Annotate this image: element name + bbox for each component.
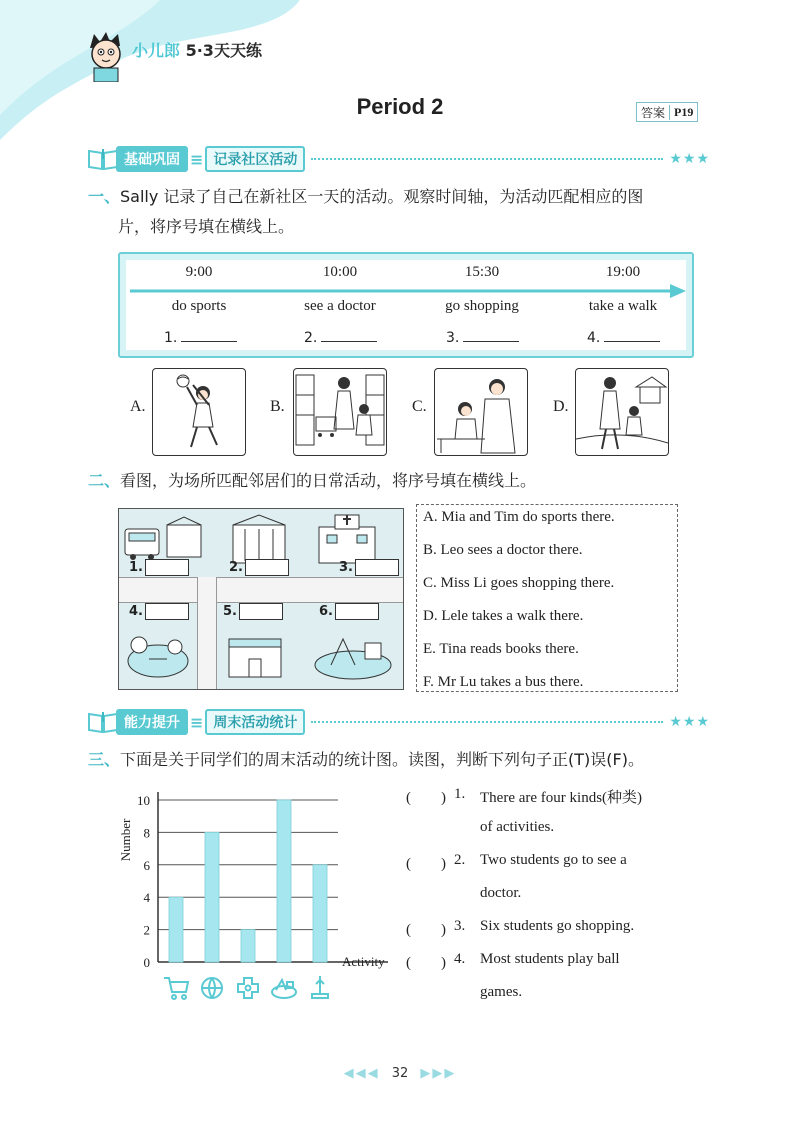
- answer-blank[interactable]: [304, 330, 377, 346]
- picture-label: C.: [412, 398, 427, 415]
- doctor-icon: [435, 369, 527, 455]
- q3-instruction: [88, 745, 768, 775]
- q2-text: 看图，为场所匹配邻居们的日常活动，将序号填在横线上。: [120, 471, 537, 490]
- blank-number: 1.: [129, 560, 143, 575]
- bar: [277, 800, 291, 962]
- statement-text: There are four kinds(种类): [480, 790, 643, 806]
- blank-number: 1.: [164, 330, 178, 346]
- blank-number: 4.: [129, 604, 143, 619]
- timeline-time: 10:00: [322, 264, 358, 280]
- timeline-activity: do sports: [171, 298, 227, 314]
- page-title: Period 2: [356, 94, 444, 119]
- supermarket-icon: [223, 625, 287, 683]
- option-item: B. Leo sees a doctor there.: [423, 542, 583, 558]
- answer-reference[interactable]: [636, 102, 698, 122]
- map-answer-blank[interactable]: [129, 603, 189, 620]
- statement-text: games.: [480, 984, 523, 1000]
- statement-text: of activities.: [480, 819, 555, 835]
- bar: [169, 897, 183, 962]
- timeline-activity: take a walk: [588, 298, 658, 314]
- cart-icon: [164, 978, 188, 999]
- stars-icon: ★★★: [669, 714, 710, 730]
- blank-number: 2.: [229, 560, 243, 575]
- section-subtitle: 周末活动统计: [205, 709, 305, 735]
- y-tick-label: 2: [143, 922, 150, 938]
- brand-main: 小儿郎: [132, 41, 181, 60]
- map-answer-blank[interactable]: [319, 603, 379, 620]
- timeline-box: [118, 252, 694, 358]
- y-tick-label: 4: [143, 890, 150, 906]
- picture-label: D.: [553, 398, 569, 415]
- answer-page: P19: [669, 105, 697, 120]
- timeline-time: 19:00: [605, 264, 641, 280]
- road: [119, 577, 403, 603]
- section-tag: 能力提升: [116, 709, 188, 735]
- x-axis-label: Activity: [342, 954, 385, 969]
- statement-paren[interactable]: ( ): [406, 790, 446, 806]
- statement-paren[interactable]: ( ): [406, 856, 446, 872]
- answer-blank[interactable]: [164, 330, 237, 346]
- statement-text: Most students play ball: [480, 951, 620, 967]
- book-icon: [86, 147, 120, 171]
- statement-number: 2.: [454, 852, 466, 868]
- playground-icon: [311, 625, 395, 683]
- chevron-icon: ≡: [190, 712, 204, 732]
- activity-bar-chart: [110, 780, 400, 1010]
- q2-instruction: [88, 466, 728, 496]
- q1-line2: 片，将序号填在横线上。: [118, 217, 295, 236]
- ball-icon: [202, 978, 222, 998]
- blank-number: 3.: [339, 560, 353, 575]
- bar: [241, 930, 255, 962]
- timeline-arrow: [130, 284, 686, 298]
- option-item: D. Lele takes a walk there.: [423, 608, 584, 624]
- q2-number: 二、: [88, 471, 121, 490]
- statement-paren[interactable]: ( ): [406, 922, 446, 938]
- bar: [313, 865, 327, 962]
- dotted-divider: [311, 158, 663, 160]
- y-tick-label: 8: [143, 825, 150, 841]
- picture-label: B.: [270, 398, 285, 415]
- bar: [205, 832, 219, 962]
- book-icon: [86, 710, 120, 734]
- statement-number: 3.: [454, 918, 466, 934]
- option-item: A. Mia and Tim do sports there.: [423, 509, 615, 525]
- map-answer-blank[interactable]: [229, 559, 289, 576]
- page-number: 32: [391, 1066, 409, 1081]
- road: [197, 577, 217, 689]
- shopping-icon: [294, 369, 386, 455]
- blank-number: 4.: [587, 330, 601, 346]
- option-item: F. Mr Lu takes a bus there.: [423, 674, 584, 690]
- blank-number: 2.: [304, 330, 318, 346]
- hospital-icon: [315, 511, 387, 565]
- q1-instruction: [88, 182, 718, 242]
- answer-label: 答案: [641, 105, 666, 120]
- timeline-activity: see a doctor: [304, 298, 376, 314]
- right-arrows-icon: ▶▶▶: [420, 1066, 457, 1081]
- picture-doctor: [434, 368, 528, 456]
- y-tick-label: 6: [143, 857, 150, 873]
- statement-number: 1.: [454, 786, 466, 802]
- answer-blank[interactable]: [587, 330, 660, 346]
- picture-shopping: [293, 368, 387, 456]
- blank-number: 5.: [223, 604, 237, 619]
- bus-station-icon: [123, 515, 205, 565]
- q1-line1: Sally 记录了自己在新社区一天的活动。观察时间轴，为活动匹配相应的图: [120, 187, 644, 206]
- statement-number: 4.: [454, 951, 466, 967]
- statement-text: Six students go shopping.: [480, 918, 635, 934]
- section-tag: 基础巩固: [116, 146, 188, 172]
- walk-icon: [312, 976, 328, 998]
- q3-text: 下面是关于同学们的周末活动的统计图。读图，判断下列句子正(T)误(F)。: [120, 750, 644, 769]
- picture-walk: [575, 368, 669, 456]
- section-banner-advanced: [86, 710, 710, 734]
- map-answer-blank[interactable]: [223, 603, 283, 620]
- option-item: E. Tina reads books there.: [423, 641, 579, 657]
- park-icon: [125, 625, 191, 683]
- girl-ball-icon: [153, 369, 245, 455]
- hospital-icon: [238, 978, 258, 998]
- section-subtitle: 记录社区活动: [205, 146, 305, 172]
- mascot-icon: [84, 30, 128, 82]
- community-map: [118, 508, 404, 690]
- park-icon: [272, 980, 296, 998]
- activity-options: [416, 504, 678, 692]
- timeline-time: 9:00: [185, 264, 213, 280]
- timeline-activity: go shopping: [445, 298, 519, 314]
- statement-paren[interactable]: ( ): [406, 955, 446, 971]
- blank-number: 6.: [319, 604, 333, 619]
- statements: [406, 782, 736, 1012]
- q1-number: 一、: [88, 187, 121, 206]
- y-tick-label: 0: [143, 955, 150, 970]
- brand: [132, 38, 262, 61]
- timeline-time: 15:30: [464, 264, 500, 280]
- chevron-icon: ≡: [190, 149, 204, 169]
- page-footer: [0, 1066, 800, 1081]
- left-arrows-icon: ◀◀◀: [343, 1066, 380, 1081]
- picture-label: A.: [130, 398, 146, 415]
- option-item: C. Miss Li goes shopping there.: [423, 575, 615, 591]
- map-answer-blank[interactable]: [129, 559, 189, 576]
- map-answer-blank[interactable]: [339, 559, 399, 576]
- y-axis-label: Number: [118, 818, 133, 862]
- q3-number: 三、: [88, 750, 121, 769]
- blank-number: 3.: [446, 330, 460, 346]
- brand-sub: 5·3天天练: [185, 41, 262, 60]
- answer-blank[interactable]: [446, 330, 519, 346]
- library-icon: [227, 513, 291, 565]
- y-tick-label: 10: [137, 793, 150, 808]
- section-banner-basic: [86, 147, 710, 171]
- picture-sports: [152, 368, 246, 456]
- statement-text: doctor.: [480, 885, 522, 901]
- walk-icon: [576, 369, 668, 455]
- statement-text: Two students go to see a: [480, 852, 627, 868]
- dotted-divider: [311, 721, 663, 723]
- stars-icon: ★★★: [669, 151, 710, 167]
